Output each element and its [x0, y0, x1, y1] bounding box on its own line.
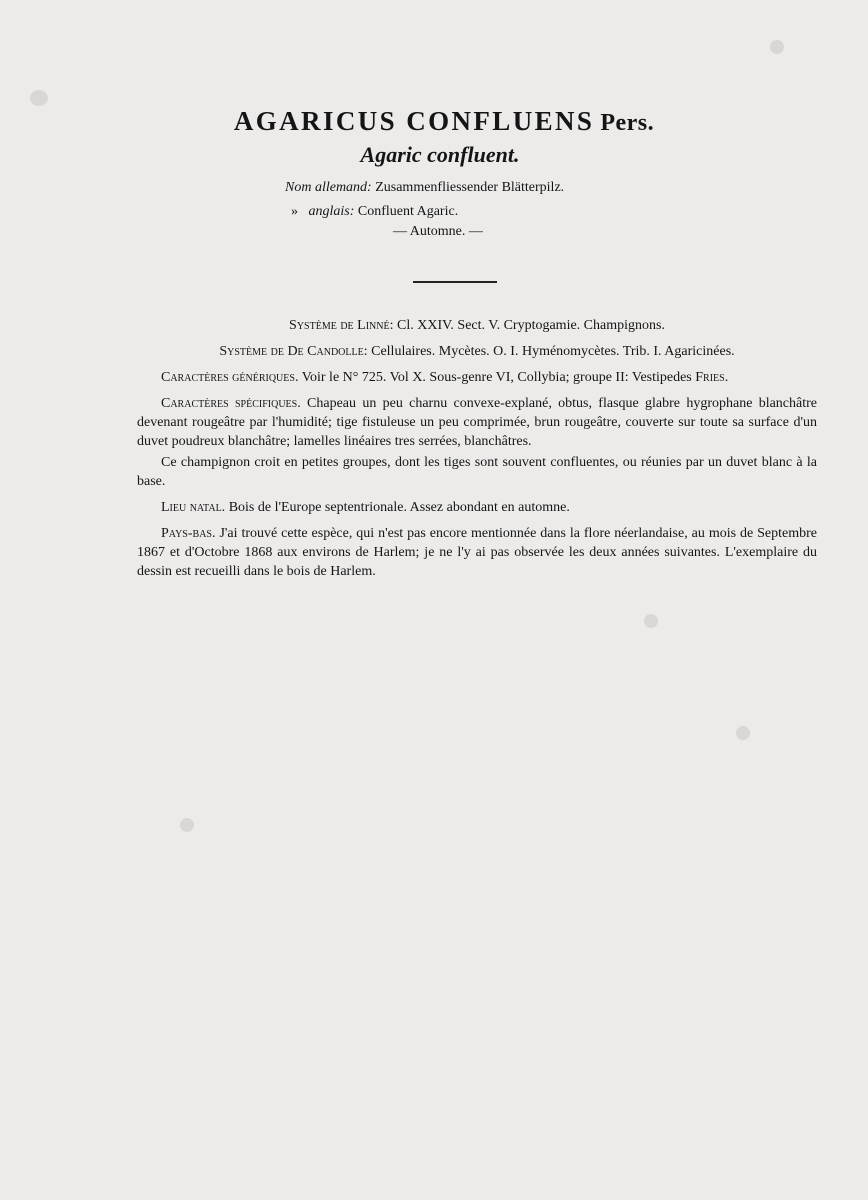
generic-characters-label: Caractères génériques. [161, 370, 299, 385]
specific-characters-text: Chapeau un peu charnu convexe-explané, obtus, flasque glabre hygrophane blanchâtre devenant rougeâtre par l'humidité; tige fistuleuse un peu comprimée, brun rougeâtre, couverte sur toute sa surface d'un duvet poudreux blanchâtre; lamelles linéaires tres serrées, blanchâtres. [137, 396, 818, 449]
german-name: Zusammenfliessender Blätterpilz. [375, 180, 565, 195]
title-block [0, 104, 868, 168]
netherlands-section [137, 524, 817, 581]
growth-habit-paragraph: Ce champignon croit en petites groupes, dont les tiges sont souvent confluentes, ou réunies par un duvet blanc à la base. [137, 455, 817, 489]
english-label: anglais: [308, 204, 355, 219]
candolle-text: Cellulaires. Mycètes. O. I. Hyménomycètes. Trib. I. Agaricinées. [371, 344, 735, 359]
generic-characters-section [137, 368, 817, 387]
habitat-section [137, 498, 817, 517]
generic-characters-author: Fries. [695, 370, 729, 385]
common-names [285, 176, 564, 224]
page-title: AGARICUS CONFLUENS Pers. [233, 106, 655, 136]
english-name-row [285, 200, 564, 224]
candolle-label: Système de De Candolle: [219, 344, 368, 359]
paper-stain [644, 614, 658, 628]
netherlands-label: Pays-bas. [161, 526, 216, 541]
german-name-row [285, 176, 564, 200]
specific-characters-label: Caractères spécifiques. [161, 396, 301, 411]
season: — Automne. — [393, 224, 483, 239]
generic-characters-text: Voir le N° 725. Vol X. Sous-genre VI, Collybia; groupe II: Vestipedes [301, 370, 692, 385]
linne-text: Cl. XXIV. Sect. V. Cryptogamie. Champignons. [397, 318, 665, 333]
title-author: Pers. [600, 110, 655, 136]
paper-stain [770, 40, 784, 54]
habitat-text: Bois de l'Europe septentrionale. Assez abondant en automne. [228, 500, 570, 515]
candolle-section [137, 342, 817, 361]
netherlands-text: J'ai trouvé cette espèce, qui n'est pas encore mentionnée dans la flore néerlandaise, au mois de Septembre 1867 et d'Octobre 1868 aux environs de Harlem; je ne l'y ai pas observée les deux années suivantes. L'exemplaire du dessin est recueilli dans le bois de Harlem. [137, 526, 818, 579]
specific-characters-section [137, 394, 817, 451]
divider [413, 281, 497, 283]
german-label: Nom allemand: [285, 180, 372, 195]
habitat-label: Lieu natal. [161, 500, 226, 515]
linne-section [137, 316, 817, 335]
paper-stain [736, 726, 750, 740]
ditto-mark: » [291, 204, 298, 219]
linne-label: Système de Linné: [289, 318, 394, 333]
page-subtitle: Agaric confluent. [360, 142, 520, 167]
paper-stain [180, 818, 194, 832]
description-body [137, 316, 817, 588]
english-name: Confluent Agaric. [357, 204, 459, 219]
